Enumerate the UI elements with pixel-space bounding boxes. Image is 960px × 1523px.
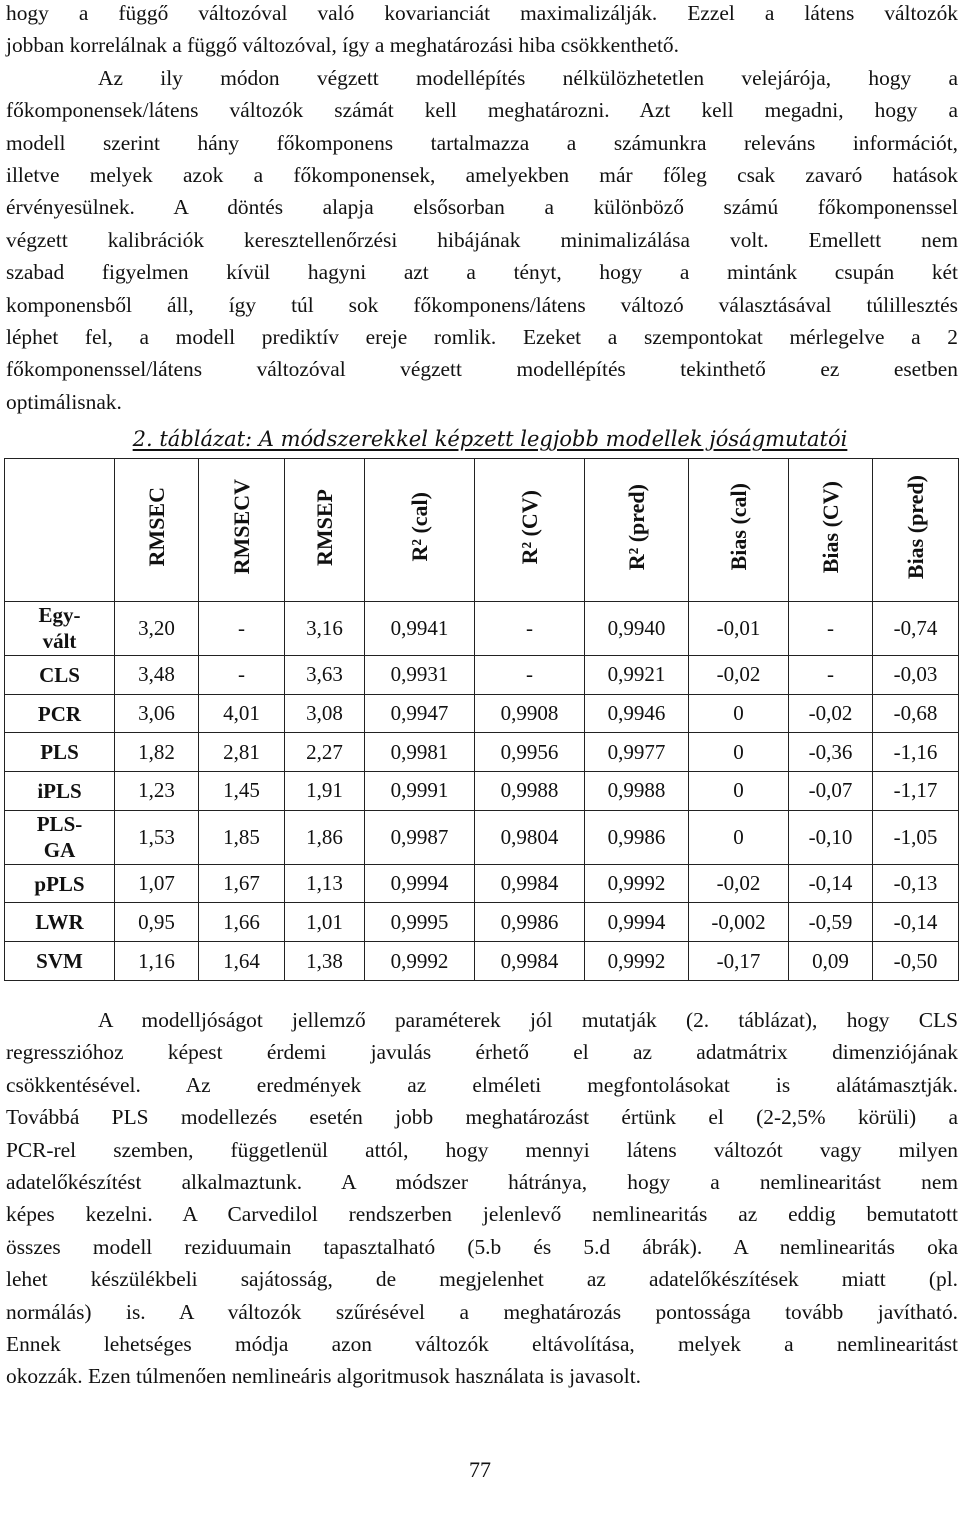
table-cell: -0,74 <box>873 602 959 656</box>
table-cell: 0,9956 <box>475 733 585 772</box>
row-label: Egy- vált <box>5 602 115 656</box>
text-line: PCR-rel szemben, függetlenül attól, hogy mennyi látens változót vagy milyen <box>6 1137 958 1162</box>
table-cell: 1,66 <box>199 903 285 942</box>
row-label: PLS- GA <box>5 810 115 864</box>
table-cell: -0,14 <box>789 864 873 903</box>
table-cell: -0,14 <box>873 903 959 942</box>
table-cell: 1,53 <box>115 810 199 864</box>
header-cell <box>285 459 365 602</box>
table-cell: 0,9992 <box>585 864 689 903</box>
table-cell: 0 <box>689 810 789 864</box>
text-line: érvényesülnek. A döntés alapja elsősorban a különböző számú főkomponenssel <box>6 195 958 220</box>
table-cell: 0,9994 <box>585 903 689 942</box>
text-line: főkomponensek/látens változók számát kell meghatározni. Azt kell megadni, hogy a <box>6 98 958 123</box>
header-label: R² (CV) <box>516 489 542 565</box>
header-label: Bias (CV) <box>817 480 843 574</box>
table-cell: - <box>475 602 585 656</box>
text-line: modell szerint hány főkomponens tartalmazza a számunkra releváns információt, <box>6 130 958 155</box>
text-line: optimálisnak. <box>6 389 122 414</box>
table-cell: 1,07 <box>115 864 199 903</box>
table-cell: 0,9804 <box>475 810 585 864</box>
header-label: Bias (cal) <box>725 483 751 571</box>
table-cell: 3,16 <box>285 602 365 656</box>
table-row <box>5 903 959 942</box>
table-cell: -1,05 <box>873 810 959 864</box>
table-cell: 1,38 <box>285 942 365 981</box>
table-row <box>5 772 959 811</box>
table-cell: 1,01 <box>285 903 365 942</box>
table-cell: -0,002 <box>689 903 789 942</box>
row-label: SVM <box>5 942 115 981</box>
table-cell: 0,9987 <box>365 810 475 864</box>
text-line: A modelljóságot jellemző paraméterek jól mutatják (2. táblázat), hogy CLS <box>98 1008 958 1032</box>
text-line: Ennek lehetséges módja azon változók eltávolítása, melyek a nemlinearitást <box>6 1332 958 1357</box>
text-line: illetve melyek azok a főkomponensek, amelyekben már főleg csak zavaró hatások <box>6 163 958 188</box>
row-label: CLS <box>5 655 115 694</box>
table-cell: 0,9986 <box>585 810 689 864</box>
table-cell: - <box>789 655 873 694</box>
table-cell: -0,10 <box>789 810 873 864</box>
text-line: lehet készülékbeli sajátosság, de megjelenhet az adatelőkészítések miatt (pl. <box>6 1267 958 1292</box>
table-cell: -0,50 <box>873 942 959 981</box>
table-cell: 1,64 <box>199 942 285 981</box>
table-cell: 0,9988 <box>585 772 689 811</box>
table-cell: -0,68 <box>873 694 959 733</box>
header-cell <box>789 459 873 602</box>
table-cell: 0,9992 <box>585 942 689 981</box>
table-cell: -0,07 <box>789 772 873 811</box>
header-label: RMSEP <box>311 488 337 566</box>
text-line: főkomponenssel/látens változóval végzett modellépítés tekinthető ez esetben <box>6 357 958 382</box>
table-row <box>5 810 959 864</box>
body-paragraph-1 <box>6 0 958 418</box>
table-cell: 3,48 <box>115 655 199 694</box>
table-cell: -0,02 <box>789 694 873 733</box>
table-cell: 0,9931 <box>365 655 475 694</box>
table-cell: 1,82 <box>115 733 199 772</box>
table-header-row <box>5 459 959 602</box>
table-cell: 1,86 <box>285 810 365 864</box>
table-cell: -0,13 <box>873 864 959 903</box>
table-cell: -0,01 <box>689 602 789 656</box>
table-cell: 0,9984 <box>475 942 585 981</box>
table-cell: 0,9995 <box>365 903 475 942</box>
text-line: adatelőkészítést alkalmaztunk. A módszer hátránya, hogy a nemlinearitást nem <box>6 1170 958 1195</box>
table-cell: 0,9940 <box>585 602 689 656</box>
table-cell: 0,9994 <box>365 864 475 903</box>
text-line: hogy a függő változóval való kovarianciát maximalizálják. Ezzel a látens változók <box>6 1 958 25</box>
table-cell: 0,9921 <box>585 655 689 694</box>
results-table <box>4 458 959 981</box>
table-cell: 1,45 <box>199 772 285 811</box>
table-row <box>5 602 959 656</box>
table-cell: 3,63 <box>285 655 365 694</box>
row-label: LWR <box>5 903 115 942</box>
table-cell: 0,9984 <box>475 864 585 903</box>
table-cell: 0,09 <box>789 942 873 981</box>
table-cell: 1,67 <box>199 864 285 903</box>
table-cell: 0,9981 <box>365 733 475 772</box>
row-label: pPLS <box>5 864 115 903</box>
table-cell: 0,9988 <box>475 772 585 811</box>
row-label: iPLS <box>5 772 115 811</box>
table-cell: 0,9946 <box>585 694 689 733</box>
text-line: okozzák. Ezen túlmenően nemlineáris algoritmusok használata is javasolt. <box>6 1364 641 1389</box>
text-line: Továbbá PLS modellezés esetén jobb meghatározást értünk el (2-2,5% körüli) a <box>6 1105 958 1130</box>
header-cell <box>199 459 285 602</box>
header-cell <box>873 459 959 602</box>
table-cell: -0,02 <box>689 655 789 694</box>
table-cell: 1,85 <box>199 810 285 864</box>
text-line: végzett kalibrációk keresztellenőrzési hibájának minimalizálása volt. Emellett nem <box>6 227 958 252</box>
table-cell: 0,9986 <box>475 903 585 942</box>
table-cell: - <box>199 655 285 694</box>
header-corner <box>5 459 115 602</box>
header-label: Bias (pred) <box>902 474 928 580</box>
table-cell: 3,08 <box>285 694 365 733</box>
table-cell: 4,01 <box>199 694 285 733</box>
table-cell: -0,59 <box>789 903 873 942</box>
header-label: R² (pred) <box>623 483 649 571</box>
header-cell <box>585 459 689 602</box>
text-line: jobban korrelálnak a függő változóval, így a meghatározási hiba csökkenthető. <box>6 33 679 58</box>
table-cell: 0,9977 <box>585 733 689 772</box>
text-line: léphet fel, a modell prediktív ereje romlik. Ezeket a szempontokat mérlegelve a 2 <box>6 325 958 350</box>
table-cell: 0,95 <box>115 903 199 942</box>
table-cell: - <box>199 602 285 656</box>
table-cell: 0,9991 <box>365 772 475 811</box>
header-label: R² (cal) <box>406 492 432 562</box>
table-cell: 0,9941 <box>365 602 475 656</box>
header-cell <box>689 459 789 602</box>
text-line: képes kezelni. A Carvedilol rendszerben jelenlevő nemlinearitás az eddig bemutatott <box>6 1202 958 1227</box>
table-row <box>5 864 959 903</box>
table-cell: 2,81 <box>199 733 285 772</box>
header-cell <box>115 459 199 602</box>
table-caption: 2. táblázat: A módszerekkel képzett legjobb modellek jóságmutatói <box>132 427 848 451</box>
table-cell: 0 <box>689 694 789 733</box>
table-cell: 1,16 <box>115 942 199 981</box>
table-cell: 1,91 <box>285 772 365 811</box>
row-label: PCR <box>5 694 115 733</box>
header-cell <box>475 459 585 602</box>
text-line: komponensből áll, így túl sok főkomponens/látens változó választásával túlillesztés <box>6 292 958 317</box>
table-cell: - <box>475 655 585 694</box>
table-cell: 3,20 <box>115 602 199 656</box>
table-cell: 0 <box>689 733 789 772</box>
text-line: Az ily módon végzett modellépítés nélkülözhetetlen velejárója, hogy a <box>98 65 958 90</box>
text-line: szabad figyelmen kívül hagyni azt a tényt, hogy a mintánk csupán két <box>6 260 958 285</box>
table-row <box>5 694 959 733</box>
page-number: 77 <box>469 1457 491 1482</box>
body-paragraph-2 <box>6 1004 958 1393</box>
text-line: összes modell reziduumain tapasztalható (5.b és 5.d ábrák). A nemlinearitás oka <box>6 1234 958 1259</box>
table-cell: -0,03 <box>873 655 959 694</box>
table-cell: -0,36 <box>789 733 873 772</box>
table-cell: 1,13 <box>285 864 365 903</box>
table-cell: 0 <box>689 772 789 811</box>
text-line: normálás) is. A változók szűrésével a meghatározás pontossága tovább javítható. <box>6 1299 958 1324</box>
table-cell: 0,9992 <box>365 942 475 981</box>
table-row <box>5 733 959 772</box>
header-cell <box>365 459 475 602</box>
table-cell: -1,16 <box>873 733 959 772</box>
table-cell: -0,17 <box>689 942 789 981</box>
text-line: csökkentésével. Az eredmények az elméleti megfontolásokat is alátámasztják. <box>6 1072 958 1097</box>
table-cell: -0,02 <box>689 864 789 903</box>
table-cell: 0,9908 <box>475 694 585 733</box>
table-cell: -1,17 <box>873 772 959 811</box>
header-label: RMSEC <box>143 487 169 567</box>
table-cell: - <box>789 602 873 656</box>
row-label: PLS <box>5 733 115 772</box>
table-cell: 3,06 <box>115 694 199 733</box>
table-cell: 0,9947 <box>365 694 475 733</box>
table-cell: 2,27 <box>285 733 365 772</box>
table-row <box>5 655 959 694</box>
text-line: regresszióhoz képest érdemi javulás érhető el az adatmátrix dimenziójának <box>6 1040 958 1065</box>
header-label: RMSECV <box>228 479 254 575</box>
table-cell: 1,23 <box>115 772 199 811</box>
table-row <box>5 942 959 981</box>
